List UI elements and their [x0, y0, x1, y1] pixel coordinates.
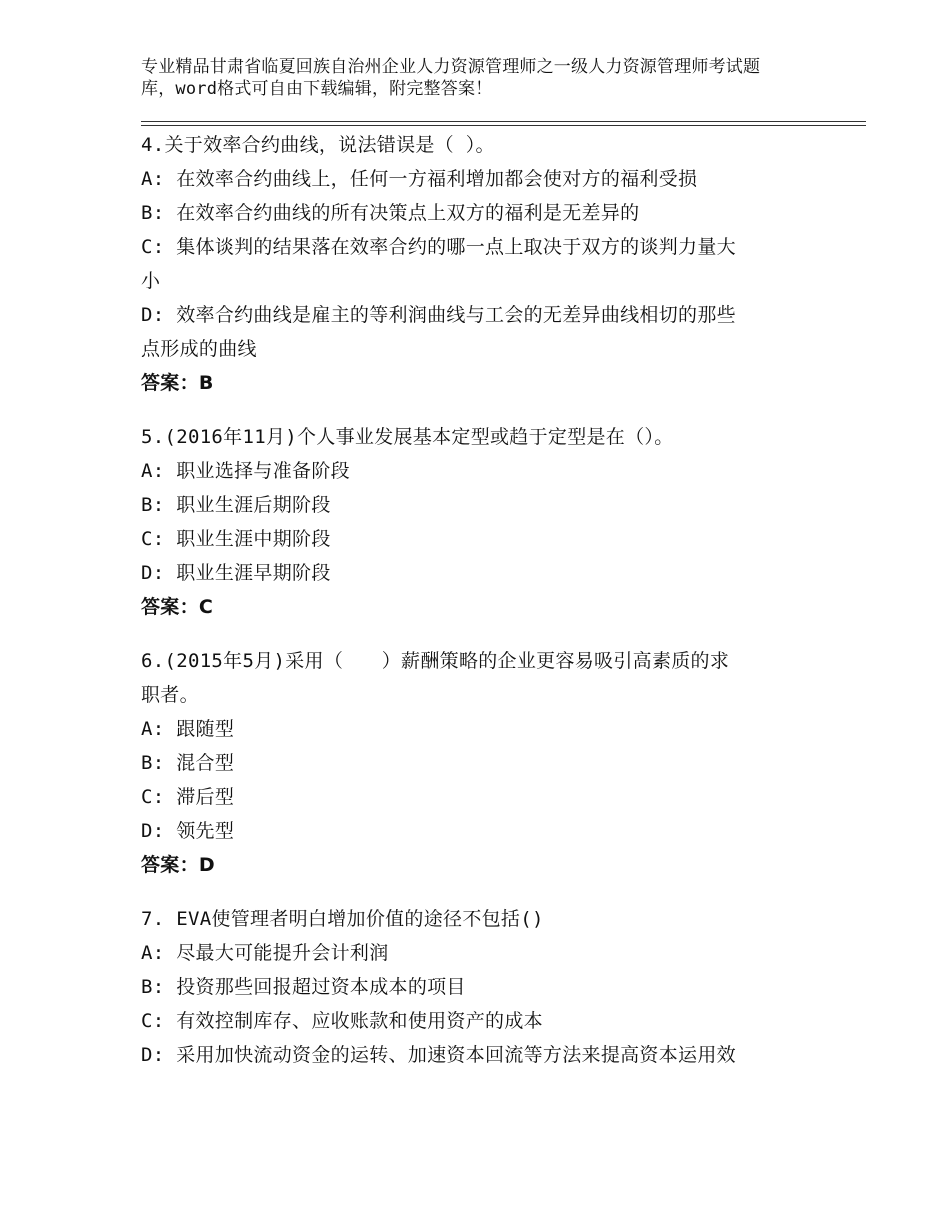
question-7 [141, 902, 841, 1072]
question-stem: 5.(2016年11月)个人事业发展基本定型或趋于定型是在（）。 [141, 426, 674, 448]
option-c: C: 有效控制库存、应收账款和使用资产的成本 [141, 1010, 543, 1032]
answer-label: 答案：B [141, 372, 214, 394]
option-c: C: 滞后型 [141, 786, 235, 808]
option-b: B: 在效率合约曲线的所有决策点上双方的福利是无差异的 [141, 202, 640, 224]
question-4 [141, 128, 841, 400]
option-d: D: 采用加快流动资金的运转、加速资本回流等方法来提高资本运用效 [141, 1044, 736, 1066]
option-a: A: 尽最大可能提升会计利润 [141, 942, 389, 964]
question-stem: 7. EVA使管理者明白增加价值的途径不包括() [141, 908, 544, 930]
question-stem-continued: 职者。 [141, 684, 199, 706]
option-c-continued: 小 [141, 270, 161, 292]
option-c: C: 集体谈判的结果落在效率合约的哪一点上取决于双方的谈判力量大 [141, 236, 736, 258]
option-d: D: 领先型 [141, 820, 235, 842]
option-d: D: 职业生涯早期阶段 [141, 562, 331, 584]
option-b: B: 职业生涯后期阶段 [141, 494, 331, 516]
header-rule [141, 121, 866, 126]
option-d: D: 效率合约曲线是雇主的等利润曲线与工会的无差异曲线相切的那些 [141, 304, 736, 326]
option-c: C: 职业生涯中期阶段 [141, 528, 331, 550]
answer-label: 答案：D [141, 854, 215, 876]
option-d-continued: 点形成的曲线 [141, 338, 257, 360]
header-line-2: 库，word格式可自由下载编辑，附完整答案！ [141, 79, 493, 99]
question-list [141, 128, 841, 1092]
option-a: A: 在效率合约曲线上，任何一方福利增加都会使对方的福利受损 [141, 168, 698, 190]
option-b: B: 混合型 [141, 752, 235, 774]
page-header [141, 56, 831, 100]
header-line-1: 专业精品甘肃省临夏回族自治州企业人力资源管理师之一级人力资源管理师考试题 [141, 57, 761, 77]
question-stem: 6.(2015年5月)采用（ ）薪酬策略的企业更容易吸引高素质的求 [141, 650, 730, 672]
question-stem: 4.关于效率合约曲线，说法错误是（ ）。 [141, 134, 495, 156]
question-6 [141, 644, 841, 882]
option-a: A: 职业选择与准备阶段 [141, 460, 350, 482]
option-a: A: 跟随型 [141, 718, 235, 740]
question-5 [141, 420, 841, 624]
answer-label: 答案：C [141, 596, 214, 618]
option-b: B: 投资那些回报超过资本成本的项目 [141, 976, 466, 998]
